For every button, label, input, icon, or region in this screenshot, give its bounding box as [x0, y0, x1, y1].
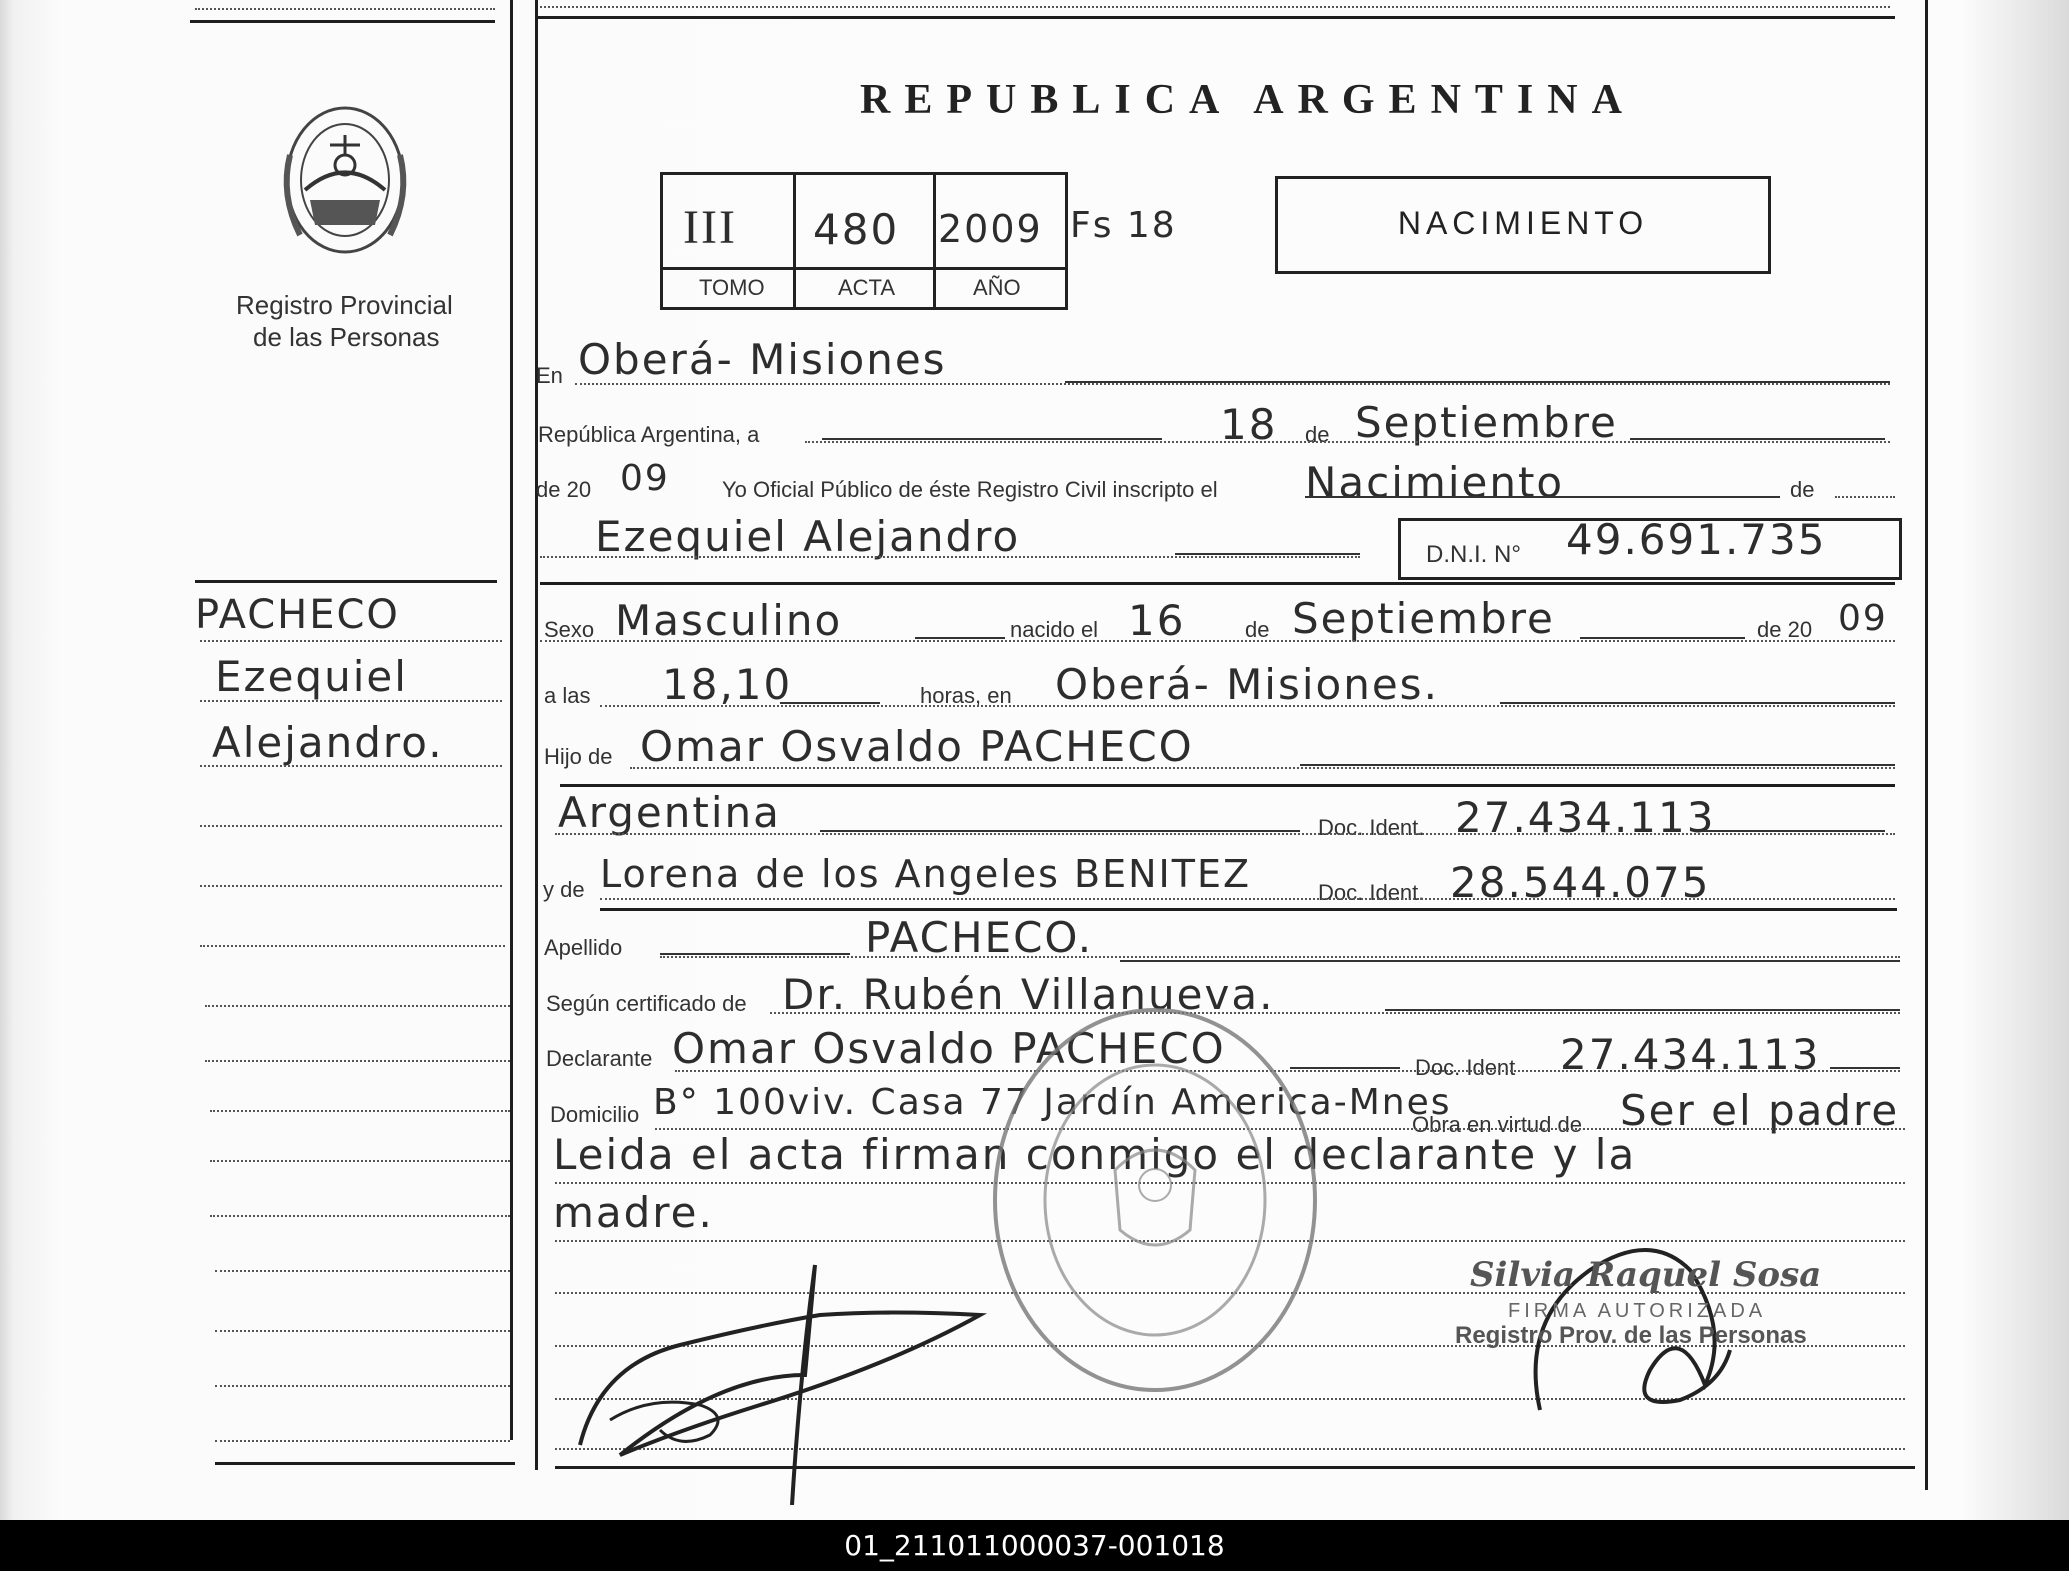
margin-rule-top: [195, 580, 497, 583]
anio-nac-value: 09: [1838, 598, 1888, 639]
nombres-value: Ezequiel Alejandro: [595, 512, 1021, 561]
horas-en-label: horas, en: [920, 683, 1012, 708]
sexo-value: Masculino: [615, 596, 843, 645]
margin-dotline-9: [210, 1110, 510, 1112]
margin-dotline-4: [200, 825, 502, 827]
reference-table: [660, 172, 1068, 310]
hijo-rule: [1300, 764, 1895, 766]
segun-dotline: [770, 1012, 1900, 1014]
registry-name-line1: Registro Provincial: [236, 290, 453, 320]
nacionalidad-rule-2: [1700, 830, 1885, 832]
margin-dotline-12: [215, 1270, 510, 1272]
nota-line-1: Leida el acta firman conmigo el declarante y la: [553, 1130, 1637, 1179]
madre-value: Lorena de los Angeles BENITEZ: [600, 852, 1251, 896]
a-las-rule-1: [780, 702, 880, 704]
acta-label: ACTA: [838, 275, 896, 300]
country-title: REPUBLICA ARGENTINA: [860, 77, 1636, 123]
margin-rule-bottom: [215, 1462, 515, 1465]
sexo-rule-2: [1580, 637, 1745, 639]
column-divider-left: [510, 0, 513, 1440]
declarante-label: Declarante: [546, 1046, 653, 1071]
sexo-dotline: [540, 640, 1895, 642]
doc-ident-label-3: Doc. Ident: [1415, 1055, 1516, 1080]
republica-rule-2: [1630, 438, 1885, 440]
declarant-signature-icon: [560, 1255, 1000, 1505]
tomo-value: III: [683, 201, 737, 254]
segun-rule: [1385, 1009, 1900, 1011]
top-rule: [535, 16, 1895, 19]
section-rule-2: [560, 784, 1895, 787]
margin-dotline-1: [200, 640, 502, 642]
top-margin-dotline: [195, 8, 495, 10]
nacido-el-label: nacido el: [1010, 617, 1099, 642]
lugar-nac-value: Oberá- Misiones.: [1055, 660, 1439, 709]
margin-dotline-5: [200, 885, 502, 887]
section-rule-3: [600, 908, 1897, 911]
republica-label: República Argentina, a: [538, 422, 760, 447]
official-stamp-office: Registro Prov. de las Personas: [1455, 1322, 1807, 1349]
margin-dotline-6: [200, 945, 505, 947]
hora-value: 18,10: [662, 660, 793, 709]
anio-registro-value: 09: [620, 458, 670, 499]
page-right-border: [1925, 0, 1928, 1490]
padre-doc-value: 27.434.113: [1455, 793, 1716, 842]
de-label-3: de: [1245, 617, 1270, 642]
nota-line-2: madre.: [553, 1188, 714, 1237]
margin-nombre-1: Ezequiel: [215, 652, 408, 701]
record-type-box: [1275, 176, 1771, 274]
apellido-rule-2: [1120, 960, 1900, 962]
mes-nac-value: Septiembre: [1292, 594, 1555, 643]
column-divider-right: [535, 0, 538, 1470]
top-dotline: [535, 6, 1890, 8]
domicilio-value: B° 100viv. Casa 77 Jardín America-Mnes: [653, 1082, 1452, 1123]
obra-label: Obra en virtud de: [1412, 1112, 1582, 1137]
apellido-label: Apellido: [544, 935, 623, 960]
a-las-label: a las: [544, 683, 591, 708]
de-label-1: de: [1305, 422, 1330, 447]
acta-value: 480: [813, 205, 900, 254]
nacionalidad-dotline: [555, 833, 1895, 835]
a-las-rule-2: [1500, 702, 1895, 704]
margin-dotline-8: [205, 1060, 510, 1062]
margin-nombre-2: Alejandro.: [212, 718, 444, 767]
file-id-caption: 01_211011000037-001018: [0, 1520, 2069, 1571]
hijo-de-label: Hijo de: [544, 744, 613, 769]
dia-nac-value: 16: [1128, 596, 1186, 645]
madre-doc-value: 28.544.075: [1450, 858, 1711, 907]
y-de-label: y de: [543, 877, 585, 902]
misiones-coat-of-arms-icon: [270, 95, 420, 265]
apellido-rule-1: [660, 953, 850, 955]
a-las-dotline: [600, 705, 1895, 707]
sexo-rule-1: [915, 637, 1005, 639]
acto-value: Nacimiento: [1305, 458, 1565, 507]
folio-value: Fs 18: [1070, 205, 1177, 246]
lugar-value: Oberá- Misiones: [578, 335, 947, 384]
nombres-rule: [1175, 553, 1360, 555]
en-rule: [1065, 381, 1890, 383]
declarante-doc-value: 27.434.113: [1560, 1030, 1821, 1079]
margin-dotline-7: [205, 1005, 510, 1007]
dia-registro-value: 18: [1220, 400, 1278, 449]
margin-dotline-10: [210, 1160, 510, 1162]
margin-dotline-13: [215, 1330, 510, 1332]
official-stamp-title: FIRMA AUTORIZADA: [1508, 1300, 1767, 1322]
anio-value: 2009: [938, 207, 1043, 251]
margin-dotline-14: [215, 1385, 510, 1387]
margin-dotline-15: [215, 1440, 510, 1442]
en-dotline: [575, 383, 1890, 385]
nombres-dotline: [540, 556, 1360, 558]
registry-name-line2: de las Personas: [253, 322, 440, 352]
dni-value: 49.691.735: [1566, 515, 1827, 564]
de-20-label-2: de 20: [1757, 617, 1813, 642]
padre-value: Omar Osvaldo PACHECO: [640, 722, 1194, 771]
acto-rule: [1305, 496, 1780, 498]
margin-dotline-2: [200, 700, 502, 702]
nacionalidad-value: Argentina: [558, 788, 781, 837]
dni-box: [1398, 515, 1902, 580]
anio-label: AÑO: [973, 275, 1021, 300]
record-type-label: NACIMIENTO: [1397, 205, 1649, 241]
round-registry-stamp-icon: [985, 1000, 1325, 1400]
tomo-label: TOMO: [699, 275, 765, 300]
republica-rule-1: [822, 438, 1162, 440]
mes-registro-value: Septiembre: [1355, 398, 1618, 447]
domicilio-label: Domicilio: [550, 1102, 640, 1127]
doc-ident-label-1: Doc. Ident.: [1318, 815, 1425, 840]
doc-ident-label-2: Doc. Ident.: [1318, 880, 1425, 905]
apellido-dotline: [660, 956, 1900, 958]
top-margin-rule: [190, 20, 495, 23]
obra-value: Ser el padre: [1620, 1086, 1900, 1135]
section-rule-1: [540, 582, 1895, 585]
en-label: En: [536, 363, 563, 388]
certificado-value: Dr. Rubén Villanueva.: [782, 970, 1275, 1019]
yo-oficial-label: Yo Oficial Público de éste Registro Civil inscripto el: [722, 477, 1218, 502]
sexo-label: Sexo: [544, 617, 595, 642]
official-stamp-name: Silvia Raquel Sosa: [1470, 1255, 1822, 1295]
nacionalidad-rule-1: [820, 830, 1300, 832]
de-20-label: de 20: [536, 477, 592, 502]
margin-apellido: PACHECO: [195, 592, 400, 638]
dni-label: D.N.I. N°: [1426, 541, 1521, 568]
hijo-dotline: [630, 767, 1895, 769]
apellido-value: PACHECO.: [865, 913, 1094, 962]
declarante-value: Omar Osvaldo PACHECO: [672, 1024, 1226, 1073]
segun-label: Según certificado de: [546, 991, 747, 1016]
declarante-rule-2: [1830, 1067, 1900, 1069]
de-label-2: de: [1790, 477, 1815, 502]
y-de-dotline: [600, 898, 1895, 900]
margin-dotline-11: [210, 1215, 510, 1217]
republica-dotline: [805, 441, 1890, 443]
acto-dotline: [1835, 496, 1895, 498]
margin-dotline-3: [200, 765, 502, 767]
